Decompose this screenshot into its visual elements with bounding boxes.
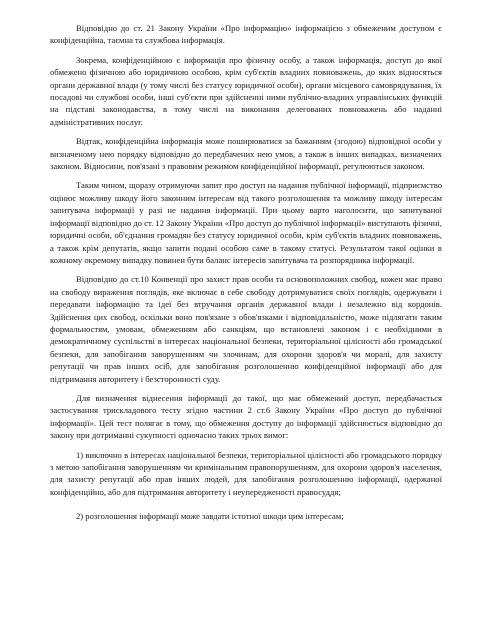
paragraph-6: Для визначення віднесення інформації до такої, що має обмежений доступ, передбачається застосування трискладового тесту згідно частини 2 ст.6 Закону України «Про доступ до публічної інформації». Цей тест полягає в тому, що обмеження доступу до інформації здійснюється відповідно до закону при дотриманні сукупності одночасно таких трьох вимог: [50,392,442,441]
paragraph-5: Відповідно до ст.10 Конвенції про захист прав особи та основоположних свобод, кожен має право на свободу вираження поглядів, яке включає в себе свободу дотримуватися своїх поглядів, одержувати і передавати інформацію та ідеї без втручання органів державної влади і незалежно від кордонів. Здійснення цих свобод, оскільки воно пов'язане з обов'язками і відповідальністю, може підлягати таким формальностям, умовам, обмеженням або санкціям, що встановлені законом і є необхідними в демократичному суспільстві в інтересах національної безпеки, територіальної цілісності або громадської безпеки, для запобігання заворушенням чи злочинам, для охорони здоров'я чи моралі, для захисту репутації чи прав інших осіб, для запобігання розголошенню конфіденційної інформації або для підтримання авторитету і безсторонності суду. [50,274,442,384]
paragraph-4: Таким чином, щоразу отримуючи запит про доступ на надання публічної інформації, підприємство оцінює можливу шкоду його законним інтересам від такого розголошення та можливу шкоду інтересам запитувача інформації у разі не надання інформації. При цьому варто наголосити, що запитуваної інформації відповідно до ст. 12 Закону України «Про доступ до публічної інформації» виступають фізичні, юридичні особи, об'єднання громадян без статусу юридичної особи, крім суб'єктів владних повноважень, а також крім депутатів, якщо запити подані особою саме в такому статусі. Результатом такої оцінки в кожному окремому випадку повинен бути баланс інтересів запитувача та розпорядника інформації. [50,180,442,265]
paragraph-1: Відповідно до ст. 21 Закону України «Про інформацію» інформацією з обмеженим доступом є конфіденційна, таємна та службова інформація. [50,23,442,46]
paragraph-3: Відтак, конфіденційна інформація може поширюватися за бажанням (згодою) відповідної особи у визначеному нею порядку відповідно до передбачених нею умов, а також в інших випадках, визначених законом. Відносини, пов'язані з правовим режимом конфіденційної інформації, регулюються законом. [50,136,442,172]
list-item-1: 1) виключно в інтересах національної безпеки, територіальної цілісності або громадського порядку з метою запобігання заворушенням чи кримінальним правопорушенням, для охорони здоров'я населення, для захисту репутації або прав інших людей, для запобігання розголошенню інформації, одержаної конфіденційно, або для підтримання авторитету і неупередженості правосуддя; [50,449,442,497]
list-item-2: 2) розголошення інформації може завдати істотної шкоди цим інтересам; [76,511,344,522]
paragraph-2: Зокрема, конфіденційною є інформація про фізичну особу, а також інформація, доступ до якої обмежено фізичною або юридичною особою, крім суб'єктів владних повноважень, до яких відносяться органи державної влади (у тому числі без статусу юридичної особи), органи місцевого самоврядування, їх посадові чи службові особи, інші суб'єкти при здійсненні ними публічно-владних управлінських функцій на підставі законодавства, в тому числі на виконання делегованих повноважень або наданні адміністративних послуг. [50,54,442,127]
